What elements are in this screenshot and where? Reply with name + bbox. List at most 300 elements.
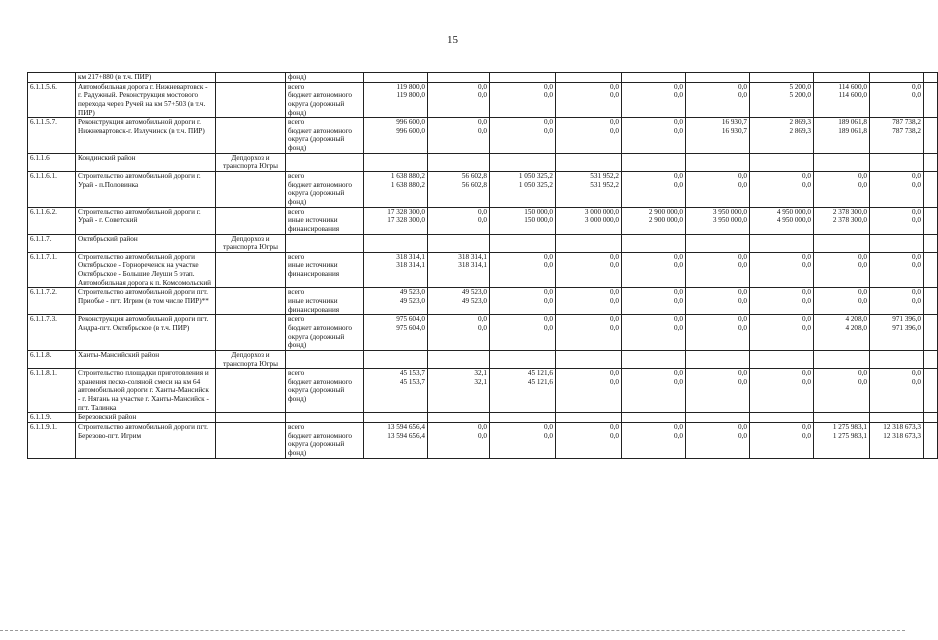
responsible-org [216, 172, 286, 208]
funding-source [286, 73, 364, 83]
value-cell [750, 73, 814, 83]
funding-source [286, 315, 364, 351]
value-cell [750, 350, 814, 368]
value-line: 0,0 [802, 431, 811, 440]
funding-source-line: иные источники финансирования [288, 261, 340, 279]
value-cell [870, 315, 924, 351]
funding-source [286, 252, 364, 288]
value-line: 996 600,0 [396, 118, 425, 127]
value-cell [490, 153, 556, 171]
value-cell [870, 118, 924, 154]
value-line: 0,0 [478, 315, 487, 324]
value-line: 0,0 [610, 126, 619, 135]
responsible-org [216, 315, 286, 351]
value-line: 0,0 [478, 82, 487, 91]
value-line: 1 050 325,2 [518, 172, 553, 181]
table-row [28, 172, 938, 208]
value-line: 975 604,0 [396, 323, 425, 332]
value-line: 975 604,0 [396, 315, 425, 324]
table-row [28, 350, 938, 368]
funding-source-line: всего [288, 315, 305, 324]
value-line: 0,0 [738, 297, 747, 306]
value-cell [870, 350, 924, 368]
value-cell [686, 413, 750, 423]
responsible-org: Депдорхоз и транспорта Югры [216, 350, 286, 368]
value-cell [622, 422, 686, 458]
page-number: 15 [447, 34, 458, 46]
value-line: 0,0 [610, 91, 619, 100]
value-cell [870, 153, 924, 171]
value-cell [750, 82, 814, 118]
value-cell [870, 234, 924, 252]
value-cell [364, 73, 428, 83]
value-cell [870, 288, 924, 315]
value-cell [428, 207, 490, 234]
value-cell [750, 369, 814, 413]
value-cell [490, 234, 556, 252]
value-cell [622, 172, 686, 208]
value-line: 2 378 300,0 [832, 216, 867, 225]
item-name: Березовский район [76, 413, 216, 423]
value-cell [428, 350, 490, 368]
value-line: 971 396,0 [892, 323, 921, 332]
value-line: 0,0 [478, 323, 487, 332]
value-line: 0,0 [544, 252, 553, 261]
value-line: 5 200,0 [789, 91, 811, 100]
value-line: 0,0 [858, 377, 867, 386]
value-line: 0,0 [674, 369, 683, 378]
value-cell [364, 153, 428, 171]
table-row [28, 413, 938, 423]
value-line: 0,0 [610, 431, 619, 440]
value-line: 0,0 [802, 252, 811, 261]
value-cell [870, 422, 924, 458]
value-line: 0,0 [858, 252, 867, 261]
funding-source [286, 422, 364, 458]
value-cell [924, 413, 938, 423]
program-table [27, 72, 938, 459]
value-line: 0,0 [912, 216, 921, 225]
value-line: 0,0 [912, 377, 921, 386]
value-cell [870, 369, 924, 413]
table-row [28, 422, 938, 458]
responsible-org: Депдорхоз и транспорта Югры [216, 153, 286, 171]
value-cell [686, 422, 750, 458]
value-cell [490, 315, 556, 351]
value-line: 318 314,1 [396, 261, 425, 270]
funding-source-line: всего [288, 422, 305, 431]
value-cell [556, 252, 622, 288]
value-line: 0,0 [674, 377, 683, 386]
funding-source [286, 234, 364, 252]
value-cell [750, 207, 814, 234]
funding-source-line: бюджет автономного округа (дорожный фонд) [288, 323, 353, 350]
value-line: 0,0 [738, 261, 747, 270]
value-cell [686, 207, 750, 234]
value-cell [924, 288, 938, 315]
value-line: 0,0 [858, 288, 867, 297]
value-line: 787 738,2 [892, 126, 921, 135]
value-line: 0,0 [738, 180, 747, 189]
value-cell [428, 234, 490, 252]
value-cell [622, 413, 686, 423]
funding-source-line: бюджет автономного округа (дорожный фонд) [288, 431, 353, 457]
value-line: 0,0 [912, 261, 921, 270]
value-line: 0,0 [858, 180, 867, 189]
value-cell [490, 369, 556, 413]
item-name: Строительство автомобильной дороги Октябрьское - Горнореченск на участке Октябрьское - Большие Леуши 5 этап. Автомобильная дорога к п. Комсомольский [76, 252, 216, 288]
item-number [28, 73, 76, 83]
value-cell [556, 234, 622, 252]
value-cell [428, 369, 490, 413]
value-cell [556, 153, 622, 171]
funding-source-line: всего [288, 288, 305, 297]
value-cell [490, 172, 556, 208]
value-line: 1 638 880,2 [390, 180, 425, 189]
funding-source-line: всего [288, 252, 305, 261]
value-line: 0,0 [610, 422, 619, 431]
value-line: 0,0 [674, 315, 683, 324]
item-name: Реконструкция автомобильной дороги г. Нижневартовск-г. Излучинск (в т.ч. ПИР) [76, 118, 216, 154]
value-cell [750, 172, 814, 208]
value-cell [750, 252, 814, 288]
value-cell [428, 413, 490, 423]
value-line: 3 950 000,0 [712, 207, 747, 216]
value-line: 0,0 [738, 323, 747, 332]
funding-source-line: иные источники финансирования [288, 216, 340, 233]
value-line: 189 061,8 [838, 118, 867, 127]
item-number: 6.1.1.6.2. [28, 207, 76, 234]
value-cell [622, 153, 686, 171]
value-line: 0,0 [610, 252, 619, 261]
value-line: 13 594 656,4 [387, 431, 425, 440]
value-line: 45 121,6 [527, 369, 553, 378]
value-cell [924, 234, 938, 252]
value-line: 0,0 [802, 315, 811, 324]
item-name: Строительство автомобильной дороги пгт. Приобье - пгт. Игрим (в том числе ПИР)** [76, 288, 216, 315]
item-name: Строительство автомобильной дороги пгт. Березово-пгт. Игрим [76, 422, 216, 458]
value-line: 318 314,1 [396, 252, 425, 261]
value-cell [814, 82, 870, 118]
value-line: 0,0 [674, 422, 683, 431]
value-line: 0,0 [802, 172, 811, 181]
table-row [28, 234, 938, 252]
value-line: 0,0 [738, 172, 747, 181]
value-cell [924, 153, 938, 171]
value-line: 0,0 [674, 126, 683, 135]
value-line: 0,0 [610, 323, 619, 332]
value-line: 49 523,0 [399, 288, 425, 297]
value-line: 150 000,0 [524, 207, 553, 216]
value-line: 0,0 [912, 288, 921, 297]
value-line: 1 050 325,2 [518, 180, 553, 189]
value-line: 2 869,3 [789, 118, 811, 127]
value-line: 0,0 [738, 91, 747, 100]
value-line: 4 950 000,0 [776, 207, 811, 216]
value-cell [924, 252, 938, 288]
value-line: 0,0 [802, 297, 811, 306]
value-line: 0,0 [610, 369, 619, 378]
item-name: Строительство автомобильной дороги г. Урай - п.Половинка [76, 172, 216, 208]
value-cell [924, 207, 938, 234]
funding-source [286, 118, 364, 154]
value-line: 0,0 [610, 297, 619, 306]
value-line: 4 208,0 [845, 323, 867, 332]
value-cell [924, 82, 938, 118]
value-line: 0,0 [478, 216, 487, 225]
item-number: 6.1.1.7. [28, 234, 76, 252]
value-line: 0,0 [674, 261, 683, 270]
value-line: 0,0 [478, 431, 487, 440]
value-line: 996 600,0 [396, 126, 425, 135]
value-cell [428, 252, 490, 288]
item-number: 6.1.1.7.1. [28, 252, 76, 288]
value-line: 0,0 [858, 369, 867, 378]
value-cell [364, 369, 428, 413]
value-line: 0,0 [802, 261, 811, 270]
value-cell [870, 252, 924, 288]
value-line: 189 061,8 [838, 126, 867, 135]
value-cell [556, 207, 622, 234]
value-cell [428, 82, 490, 118]
value-cell [622, 315, 686, 351]
value-cell [814, 315, 870, 351]
value-cell [622, 82, 686, 118]
value-line: 0,0 [544, 297, 553, 306]
value-line: 0,0 [674, 91, 683, 100]
value-line: 13 594 656,4 [387, 422, 425, 431]
table-row [28, 73, 938, 83]
value-cell [870, 73, 924, 83]
value-cell [750, 422, 814, 458]
item-number: 6.1.1.8.1. [28, 369, 76, 413]
value-line: 0,0 [478, 422, 487, 431]
value-cell [556, 172, 622, 208]
value-cell [490, 73, 556, 83]
value-cell [364, 422, 428, 458]
value-line: 0,0 [544, 431, 553, 440]
funding-source [286, 153, 364, 171]
value-line: 0,0 [610, 288, 619, 297]
item-name: Автомобильная дорога г. Нижневартовск - г. Радужный. Реконструкция мостового перехода через Ручей на км 57+503 (в т.ч. ПИР) [76, 82, 216, 118]
value-cell [364, 350, 428, 368]
value-cell [556, 288, 622, 315]
value-cell [814, 252, 870, 288]
value-line: 45 121,6 [527, 377, 553, 386]
value-cell [814, 153, 870, 171]
value-cell [814, 350, 870, 368]
value-cell [750, 315, 814, 351]
value-cell [686, 153, 750, 171]
value-cell [556, 369, 622, 413]
value-line: 2 900 000,0 [648, 216, 683, 225]
item-name: Октябрьский район [76, 234, 216, 252]
value-cell [686, 350, 750, 368]
value-line: 318 314,1 [458, 261, 487, 270]
value-line: 0,0 [674, 323, 683, 332]
value-cell [556, 422, 622, 458]
value-line: 0,0 [858, 297, 867, 306]
item-name: Строительство автомобильной дороги г. Урай - г. Советский [76, 207, 216, 234]
value-line: 1 638 880,2 [390, 172, 425, 181]
value-line: 0,0 [674, 82, 683, 91]
value-cell [686, 252, 750, 288]
funding-source [286, 82, 364, 118]
funding-source-line: бюджет автономного округа (дорожный фонд) [288, 180, 353, 206]
value-line: 16 930,7 [721, 118, 747, 127]
value-line: 0,0 [738, 377, 747, 386]
value-cell [364, 252, 428, 288]
value-cell [814, 234, 870, 252]
value-cell [750, 234, 814, 252]
value-cell [622, 369, 686, 413]
value-line: 971 396,0 [892, 315, 921, 324]
value-cell [490, 118, 556, 154]
funding-source [286, 172, 364, 208]
value-line: 0,0 [674, 297, 683, 306]
value-cell [622, 73, 686, 83]
value-line: 150 000,0 [524, 216, 553, 225]
value-line: 0,0 [912, 297, 921, 306]
value-line: 787 738,2 [892, 118, 921, 127]
value-line: 49 523,0 [461, 297, 487, 306]
value-line: 0,0 [912, 172, 921, 181]
item-name: Ханты-Мансийский район [76, 350, 216, 368]
item-number: 6.1.1.9. [28, 413, 76, 423]
responsible-org: Депдорхоз и транспорта Югры [216, 234, 286, 252]
value-line: 0,0 [738, 82, 747, 91]
responsible-org [216, 207, 286, 234]
value-cell [622, 288, 686, 315]
value-line: 0,0 [674, 172, 683, 181]
value-line: 0,0 [610, 261, 619, 270]
value-line: 0,0 [478, 91, 487, 100]
value-line: 531 952,2 [590, 180, 619, 189]
value-line: 0,0 [674, 431, 683, 440]
value-cell [814, 288, 870, 315]
value-line: 32,1 [474, 369, 487, 378]
funding-source [286, 288, 364, 315]
value-line: 0,0 [802, 180, 811, 189]
value-line: 0,0 [912, 180, 921, 189]
value-cell [364, 288, 428, 315]
value-cell [686, 172, 750, 208]
responsible-org [216, 82, 286, 118]
value-cell [750, 288, 814, 315]
value-cell [490, 422, 556, 458]
funding-source-line: всего [288, 118, 305, 127]
value-line: 1 275 983,1 [832, 431, 867, 440]
value-cell [924, 422, 938, 458]
value-line: 0,0 [544, 315, 553, 324]
value-cell [428, 153, 490, 171]
value-cell [556, 350, 622, 368]
value-line: 56 602,8 [461, 172, 487, 181]
funding-source-line: всего [288, 369, 305, 378]
value-line: 0,0 [912, 369, 921, 378]
value-cell [814, 118, 870, 154]
value-line: 0,0 [544, 288, 553, 297]
item-name: км 217+880 (в т.ч. ПИР) [76, 73, 216, 83]
table-row [28, 82, 938, 118]
value-line: 0,0 [802, 369, 811, 378]
value-cell [750, 153, 814, 171]
value-line: 0,0 [912, 252, 921, 261]
responsible-org [216, 73, 286, 83]
table-row [28, 369, 938, 413]
responsible-org [216, 413, 286, 423]
value-line: 0,0 [738, 431, 747, 440]
funding-source-line: всего [288, 207, 305, 216]
value-line: 114 600,0 [838, 91, 867, 100]
value-line: 0,0 [610, 315, 619, 324]
value-line: 0,0 [802, 288, 811, 297]
value-line: 1 275 983,1 [832, 422, 867, 431]
page-bottom-rule [0, 630, 905, 631]
item-name: Строительство площадки приготовления и хранения песко-соляной смеси на км 64 автомобильной дороги г. Ханты-Мансийск - г. Нягань на участке г. Ханты-Мансийск - пгт. Талинка [76, 369, 216, 413]
value-cell [556, 118, 622, 154]
value-cell [870, 207, 924, 234]
table-row [28, 252, 938, 288]
value-line: 0,0 [674, 252, 683, 261]
value-line: 0,0 [738, 288, 747, 297]
value-cell [686, 73, 750, 83]
value-line: 0,0 [674, 180, 683, 189]
value-line: 2 869,3 [789, 126, 811, 135]
value-cell [556, 413, 622, 423]
table-row [28, 288, 938, 315]
value-cell [622, 234, 686, 252]
value-cell [870, 172, 924, 208]
item-number: 6.1.1.5.7. [28, 118, 76, 154]
value-line: 114 600,0 [838, 82, 867, 91]
item-number: 6.1.1.7.3. [28, 315, 76, 351]
value-cell [924, 350, 938, 368]
responsible-org [216, 369, 286, 413]
value-line: 0,0 [738, 369, 747, 378]
value-cell [364, 82, 428, 118]
value-cell [686, 118, 750, 154]
table-row [28, 207, 938, 234]
value-line: 16 930,7 [721, 126, 747, 135]
funding-source-line: бюджет автономного округа (дорожный фонд) [288, 126, 353, 153]
responsible-org [216, 422, 286, 458]
responsible-org [216, 252, 286, 288]
funding-source-line: иные источники финансирования [288, 297, 340, 314]
value-line: 17 328 300,0 [387, 207, 425, 216]
responsible-org [216, 118, 286, 154]
value-cell [750, 118, 814, 154]
item-number: 6.1.1.7.2. [28, 288, 76, 315]
value-cell [490, 82, 556, 118]
value-line: 0,0 [802, 377, 811, 386]
value-cell [364, 413, 428, 423]
table-row [28, 315, 938, 351]
value-line: 0,0 [802, 422, 811, 431]
value-cell [556, 315, 622, 351]
value-line: 0,0 [674, 288, 683, 297]
value-cell [924, 315, 938, 351]
value-line: 0,0 [478, 126, 487, 135]
value-cell [870, 82, 924, 118]
value-cell [814, 73, 870, 83]
value-line: 0,0 [478, 207, 487, 216]
value-line: 0,0 [544, 261, 553, 270]
item-name: Реконструкция автомобильной дороги пгт. Андра-пгт. Октябрьское (в т.ч. ПИР) [76, 315, 216, 351]
value-cell [428, 288, 490, 315]
value-line: 5 200,0 [789, 82, 811, 91]
value-cell [364, 207, 428, 234]
